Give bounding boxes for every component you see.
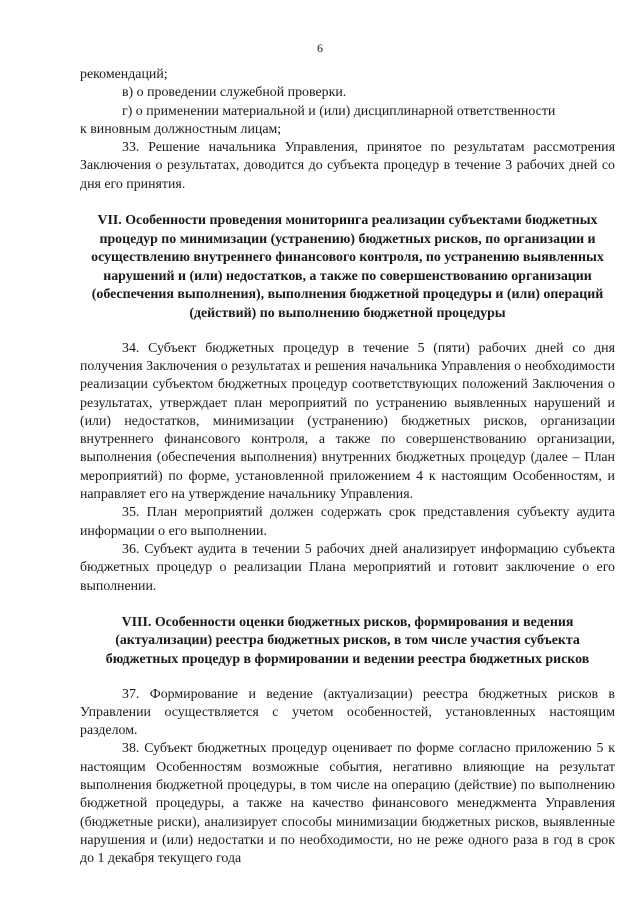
section-8-heading: VIII. Особенности оценки бюджетных рисков, формирования и ведения (актуализации) реестра бюджетных рисков, в том числе участия субъекта бюджетных процедур в формировании и ведении реестра бюджетных рисков [105,614,590,667]
paragraph-37: 37. Формирование и ведение (актуализации) реестра бюджетных рисков в Управлении осуществляется с учетом особенностей, установленных настоящим разделом. [80,686,615,739]
paragraph-recommendations: рекомендаций; [80,67,168,82]
document-body [80,66,615,869]
list-item-g: г) о применении материальной и (или) дисциплинарной ответственности [122,103,556,119]
paragraph-34: 34. Субъект бюджетных процедур в течение 5 (пяти) рабочих дней со дня получения Заключения о результатах и решения начальника Управления о необходимости реализации субъектом бюджетных процедур соответствующих положений Заключения о результатах, утверждает план мероприятий по устранению выявленных нарушений и (или) недостатков, минимизации (устранению) бюджетных рисков, организации внутреннего финансового контроля, а также по совершенствованию организации, выполнения (обеспечения выполнения) внутренних бюджетных процедур (далее – План мероприятий) по форме, установленной приложением 4 к настоящим Особенностям, и направляет его на утверждение начальнику Управления. [80,340,615,503]
page-number: 6 [317,41,323,55]
paragraph-38: 38. Субъект бюджетных процедур оценивает по форме согласно приложению 5 к настоящим Особенностям возможные события, негативно влияющие на результат выполнения бюджетной процедуры, в том числе на операцию (действие) по выполнению бюджетной процедуры, а также на качество финансового менеджмента Управления (бюджетные риски), анализирует способы минимизации бюджетных рисков, выявленные нарушения и (или) недостатки и по необходимости, но не реже одного раза в год в срок до 1 декабря текущего года [80,741,615,867]
paragraph-33: 33. Решение начальника Управления, принятое по результатам рассмотрения Заключения о результатах, доводится до субъекта процедур в течение 3 рабочих дней со дня его принятия. [80,140,615,192]
paragraph-35: 35. План мероприятий должен содержать срок представления субъекту аудита информации о его выполнении. [80,505,615,539]
list-item-v: в) о проведении служебной проверки. [122,85,347,101]
list-item-g-continuation: к виновным должностным лицам; [80,121,282,137]
section-7-heading: VII. Особенности проведения мониторинга реализации субъектами бюджетных процедур по минимизации (устранению) бюджетных рисков, по организации и осуществлению внутреннего финансового контроля, по устранению выявленных нарушений и (или) недостатков, а также по совершенствованию организации (обеспечения выполнения), выполнения бюджетной процедуры и (или) операций (действий) по выполнению бюджетной процедуры [91,213,604,322]
paragraph-36: 36. Субъект аудита в течении 5 рабочих дней анализирует информацию субъекта бюджетных процедур о реализации Плана мероприятий и готовит заключение о его выполнении. [80,541,615,594]
